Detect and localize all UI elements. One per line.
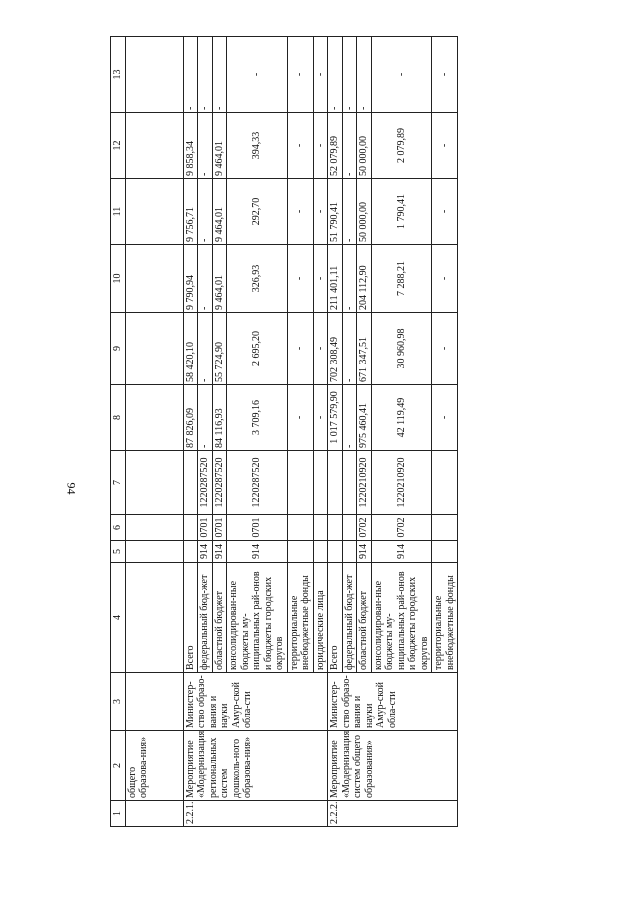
value-cell: -	[432, 37, 458, 113]
value-cell: -	[313, 245, 328, 313]
header-cell: 6	[111, 515, 126, 541]
value-cell: 1 017 579,90	[328, 385, 343, 451]
header-cell: 5	[111, 541, 126, 563]
budget-table	[110, 36, 458, 827]
funding-source: консолидирован-ные бюджеты му-ниципальных рай-онов и бюджеты городских округов	[371, 563, 432, 673]
value-cell: -	[287, 37, 313, 113]
header-cell: 1	[111, 801, 126, 827]
value-cell: 9 756,71	[183, 179, 198, 245]
value-cell: -	[328, 37, 343, 113]
value-cell: 52 079,89	[328, 113, 343, 179]
item-executor: Министер-ство образо-вания и науки Амур-ской обла-сти	[328, 673, 458, 731]
value-cell: 84 116,93	[212, 385, 227, 451]
item-name: Мероприятие «Модернизация региональных систем дошколь-ного образова-ния»	[183, 731, 328, 801]
value-cell: 211 401,11	[328, 245, 343, 313]
item-number: 2.2.1.	[183, 801, 328, 827]
value-cell: 7 288,21	[371, 245, 432, 313]
table-row	[183, 37, 198, 827]
header-cell: 8	[111, 385, 126, 451]
page-number: 94	[64, 482, 79, 495]
value-cell: 55 724,90	[212, 313, 227, 385]
header-cell: 13	[111, 37, 126, 113]
value-cell: 58 420,10	[183, 313, 198, 385]
value-cell: -	[342, 313, 357, 385]
value-cell: 42 119,49	[371, 385, 432, 451]
value-cell: 2 079,89	[371, 113, 432, 179]
value-cell: 394,33	[227, 113, 288, 179]
funding-source: консолидирован-ные бюджеты му-ниципальных рай-онов и бюджеты городских округов	[227, 563, 288, 673]
value-cell: -	[287, 113, 313, 179]
item-number: 2.2.2.	[328, 801, 458, 827]
funding-source: федеральный бюд-жет	[198, 563, 213, 673]
value-cell: 50 000,00	[357, 113, 372, 179]
value-cell: 9 790,94	[183, 245, 198, 313]
header-cell: 2	[111, 731, 126, 801]
value-cell: 30 960,98	[371, 313, 432, 385]
funding-source: территориальные внебюджетные фонды	[432, 563, 458, 673]
value-cell: -	[432, 113, 458, 179]
table-row: областной бюджет 914 0701 1220287520 84 116,93 55 724,90 9 464,01 9 464,01 9 464,01 -	[212, 37, 227, 827]
value-cell: -	[198, 37, 213, 113]
funding-source: Всего	[328, 563, 343, 673]
funding-source: федеральный бюд-жет	[342, 563, 357, 673]
value-cell: -	[342, 245, 357, 313]
header-row	[111, 37, 126, 827]
value-cell: 671 347,51	[357, 313, 372, 385]
value-cell: -	[357, 37, 372, 113]
header-cell: 4	[111, 563, 126, 673]
value-cell: -	[313, 37, 328, 113]
table-row: консолидирован-ные бюджеты му-ниципальных рай-онов и бюджеты городских округов 914 0701 1220287520 3 709,16 2 695,20 326,93 292,70 394,33 -	[227, 37, 288, 827]
funding-source: юридические лица	[313, 563, 328, 673]
value-cell: -	[432, 385, 458, 451]
value-cell: -	[432, 179, 458, 245]
funding-source: Всего	[183, 563, 198, 673]
value-cell: 50 000,00	[357, 179, 372, 245]
value-cell: -	[198, 113, 213, 179]
value-cell: 975 460,41	[357, 385, 372, 451]
value-cell: -	[313, 385, 328, 451]
value-cell: -	[313, 179, 328, 245]
header-cell: 9	[111, 313, 126, 385]
value-cell: -	[183, 37, 198, 113]
value-cell: 2 695,20	[227, 313, 288, 385]
header-cell: 11	[111, 179, 126, 245]
funding-source: областной бюджет	[212, 563, 227, 673]
value-cell: 9 464,01	[212, 245, 227, 313]
funding-source: областной бюджет	[357, 563, 372, 673]
value-cell: 292,70	[227, 179, 288, 245]
value-cell: -	[287, 245, 313, 313]
value-cell: -	[342, 37, 357, 113]
value-cell: 87 826,09	[183, 385, 198, 451]
table-row	[328, 37, 343, 827]
item-name: Мероприятие «Модернизация систем общего образования»	[328, 731, 458, 801]
table-row: консолидирован-ные бюджеты му-ниципальных рай-онов и бюджеты городских округов 914 0702 1220210920 42 119,49 30 960,98 7 288,21 1 790,41 2 079,89 -	[371, 37, 432, 827]
value-cell: 9 858,34	[183, 113, 198, 179]
value-cell: -	[227, 37, 288, 113]
value-cell: -	[432, 313, 458, 385]
value-cell: -	[432, 245, 458, 313]
value-cell: -	[342, 179, 357, 245]
value-cell: -	[342, 113, 357, 179]
header-cell: 12	[111, 113, 126, 179]
continuation-text: общего образова-ния»	[125, 731, 183, 801]
value-cell: -	[287, 179, 313, 245]
budget-table-rotated	[110, 37, 578, 827]
value-cell: -	[198, 245, 213, 313]
header-cell: 3	[111, 673, 126, 731]
value-cell: 3 709,16	[227, 385, 288, 451]
value-cell: -	[287, 313, 313, 385]
value-cell: 9 464,01	[212, 179, 227, 245]
continuation-row	[125, 37, 183, 827]
value-cell: -	[198, 313, 213, 385]
item-executor: Министер-ство образо-вания и науки Амур-ской обла-сти	[183, 673, 328, 731]
table-row: федеральный бюд-жет 914 0701 1220287520 - - - - - -	[198, 37, 213, 827]
table-row: областной бюджет 914 0702 1220210920 975 460,41 671 347,51 204 112,90 50 000,00 50 000,00 -	[357, 37, 372, 827]
value-cell: 326,93	[227, 245, 288, 313]
value-cell: 51 790,41	[328, 179, 343, 245]
header-cell: 7	[111, 451, 126, 515]
value-cell: -	[371, 37, 432, 113]
value-cell: -	[212, 37, 227, 113]
value-cell: -	[313, 113, 328, 179]
value-cell: -	[313, 313, 328, 385]
funding-source: территориальные внебюджетные фонды	[287, 563, 313, 673]
value-cell: -	[198, 179, 213, 245]
value-cell: 9 464,01	[212, 113, 227, 179]
value-cell: -	[342, 385, 357, 451]
value-cell: 204 112,90	[357, 245, 372, 313]
value-cell: 702 308,49	[328, 313, 343, 385]
value-cell: -	[287, 385, 313, 451]
header-cell: 10	[111, 245, 126, 313]
value-cell: -	[198, 385, 213, 451]
value-cell: 1 790,41	[371, 179, 432, 245]
